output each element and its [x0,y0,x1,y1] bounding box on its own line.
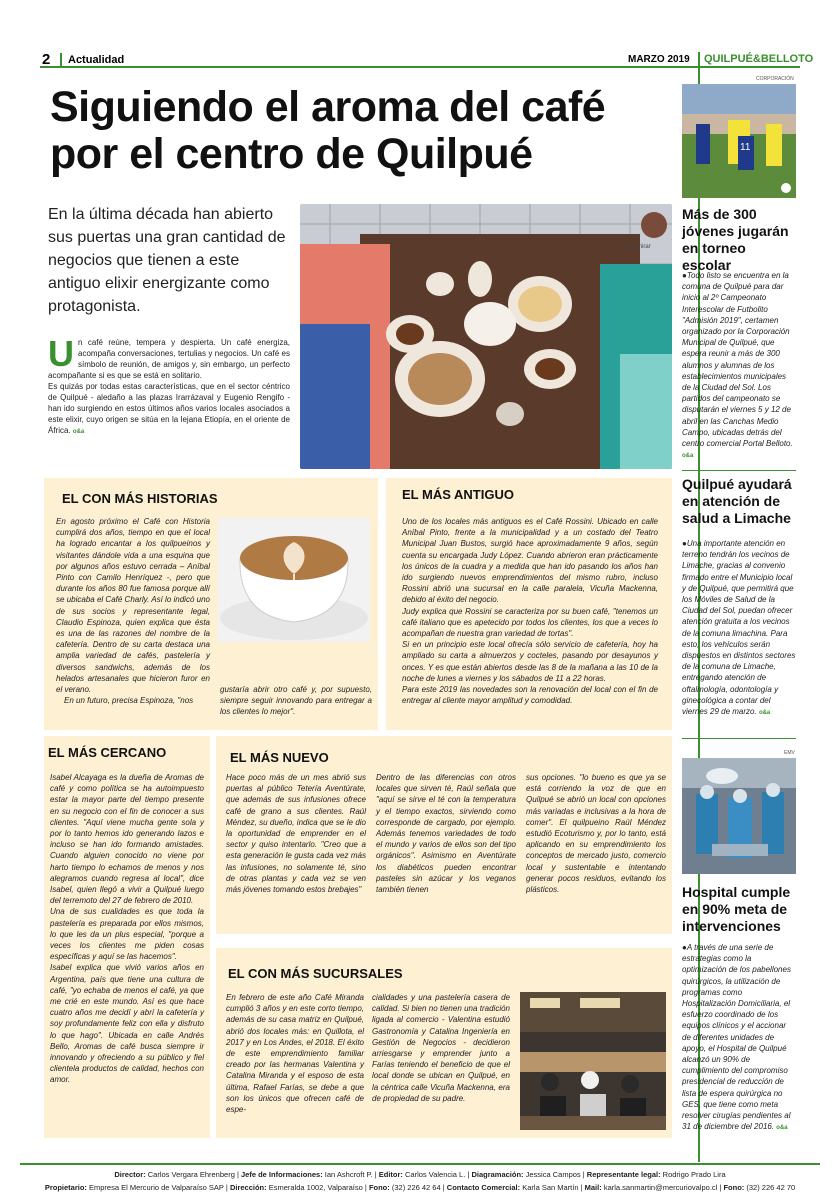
box-paragraph: Una de sus cualidades es que toda la pastelería es preparada por ellos mismos, lo que les da un plus especial, "porque a veces los clientes me piden cosas específicas y aquí se las hacemos". [50,907,204,962]
article-intro [48,333,290,436]
box-column-1: Hace poco más de un mes abrió sus puertas al público Tetería Aventúrate, que además de sus infusiones ofrece café de grano a sus clientes. Raúl Méndez, su dueño, indica que se le dio la oportunidad de emprender en el sector y quiso intentarlo. "Creo que a esta generación le gusta cada vez más las infusiones, no solamente té, sino de otras plantas y cada vez se ven más jóvenes tomando estos brebajes" [226,773,366,895]
box-paragraph: Uno de los locales más antiguos es el Café Rossini. Ubicado en calle Aníbal Pinto, frente a la municipalidad y a un costado del Teatro Municipal Juan Bustos, surgió hace aproximadamente 9 años, según cuenta su encargada Judy López. Cuando abrieron eran prácticamente los únicos de la cuadra y a medida que han ido pasando los años han ido surgiendo nuevos emprendimientos del mismo rubro, incluso Rossini abrió una sucursal en la calle paralela, Vicuña Mackenna, debido al éxito del negocio. [402,517,658,605]
cafe-logo-text: café mirar [624,244,651,250]
article-title: Siguiendo el aroma del café por el centro de Quilpué [50,83,606,178]
box-column-2: Dentro de las diferencias con otros locales que sirven té, Raúl señala que "aquí se sirve el té con la temperatura y el tiempo exactos, sirviendo como corresponde de cargado, por ejemplo. Además tenemos variedades de todo el mundo y varios de ellos son del tipo orgánicos". Asimismo en Aventúrate los diabéticos pueden encontrar pasteles sin azúcar y los veganos también tienen [376,773,516,895]
author-signature: o&a [682,453,694,460]
surgery-photo [682,758,796,874]
article-deck: En la última década han abierto sus puertas una gran cantidad de negocios que tienen a este antiguo elixir energizante como protagonista. [48,206,286,315]
latte-art-photo [218,518,370,642]
box-nuevo [216,736,672,934]
box-cercano [44,736,210,1138]
author-signature: o&a [776,1125,788,1132]
box-text [402,516,658,706]
side-story-text: ●Una importante atención en terreno tendrán los vecinos de Limache, gracias al convenio firmado entre el Municipio local y de Quilpué, que permitirá que los Móviles de Salud de la Ciudad del Sol, puedan ofrecer atención gratuita a los vecinos de la comuna limachina. Para esto, los vehículos serán dispuestos en distintos sectores de la comuna de Limache, entregando atención de oftalmología, odontología y ginecológica a contar del viernes 29 de marzo. o&a [682,539,796,717]
side-story-paragraph: Todo listo se encuentra en la comuna de Quilpué para dar inicio al 2º Campeonato Interescolar de Futbolito "Admisión 2019", certamen organizado por la Corporación Municipal de Quilpué, que espera reunir a más de 300 alumnos y alumnas de los establecimientos municipales de la Ciudad del Sol. Los partidos del campeonato se disputarán el viernes 5 y 12 de abril en las Canchas Medio Campo, ubicadas detrás del centro comercial Portal Belloto. [682,271,793,449]
cafe-interior-photo [520,992,666,1130]
side-story-title: Hospital cumple en 90% meta de intervenciones [682,884,791,934]
footer-credits [20,1163,820,1194]
box-sucursales [216,948,672,1138]
side-story-paragraph: Una importante atención en terreno tendrán los vecinos de Limache, gracias al convenio firmado entre el Municipio local y de Quilpué, que permitirá que los Móviles de Salud de la Ciudad del Sol, puedan ofrecer atención gratuita a los vecinos de la comuna limachina. Para esto, los vehículos serán dispuestos en distintos sectores de la comuna de Limache, entregando atención de oftalmología, odontología y ginecológica a contar del viernes 29 de marzo. [682,539,796,717]
side-story-text: ●Todo listo se encuentra en la comuna de Quilpué para dar inicio al 2º Campeonato Interescolar de Futbolito "Admisión 2019", certamen organizado por la Corporación Municipal de Quilpué, que espera reunir a más de 300 alumnos y alumnas de los establecimientos municipales de la Ciudad del Sol. Los partidos del campeonato se disputarán el viernes 5 y 12 de abril en las Canchas Medio Campo, ubicadas detrás del centro comercial Portal Belloto. o&a [682,271,793,460]
box-title: EL MÁS ANTIGUO [402,487,514,502]
box-title: EL MÁS CERCANO [48,745,167,760]
side-story-title: Más de 300 jóvenes jugarán en torneo escolar [682,206,789,273]
box-text [56,516,210,706]
side-separator [682,470,796,471]
box-title: EL CON MÁS SUCURSALES [228,966,403,981]
author-signature: o&a [758,710,771,717]
drop-cap: U [48,333,74,374]
side-story-paragraph: A través de una serie de estrategias como la optimización de los pabellones quirúrgicos, la utilización de programas como Hospitalización Domiciliaria, el esfuerzo coordinado de los equipos clínicos y el accionar de diferentes unidades de apoyo, el Hospital de Quilpué alcanzó un 90% de cumplimiento del compromiso presidencial de reducción de lista de espera quirúrgica no GES, que tiene como meta resolver cirugías pendientes al 31 de diciembre del 2016. [682,943,791,1132]
photo-credit: CORPORACIÓN [756,76,794,82]
box-paragraph: Judy explica que Rossini se caracteriza por su buen café, "tenemos un café italiano que es apetecido por todos los clientes, los que a veces lo acompañan de nuestra gran variedad de tortas". [402,606,658,639]
jersey-number: 11 [740,142,751,153]
section-name: Actualidad [60,53,124,67]
footer-line-1: Director: Carlos Vergara Ehrenberg | Jefe de Informaciones: Ian Ashcroft P. | Editor: Carlos Valencia L. | Diagramación: Jessica Campos | Representante legal: Rodrigo Prado Lira [114,1170,726,1179]
intro-paragraph-1: n café reúne, tempera y despierta. Un café energiza, acompaña conversaciones, tertulias y negocios. Un café es símbolo de reunión, de amigos y, sin embargo, un perfecto acompañante si es que se está en solitario. [48,338,290,380]
box-text-caption: gustaría abrir otro café y, por supuesto, siempre seguir innovando para entregar a los clientes lo mejor". [220,685,372,717]
box-title: EL CON MÁS HISTORIAS [62,491,218,506]
box-historias [44,478,378,730]
issue-date: MARZO 2019 [628,54,690,65]
box-paragraph: En agosto próximo el Café con Historia cumplirá dos años, tiempo en que el local ha logrado encantar a los quilpueinos y visitantes dándole vida a una esquina que por algunos años estuvo cerrada – Aníbal Pinto con Camilo Henríquez -, pero que durante los años 80 fue famosa porque allí se ubicaba el Café Charly. Así lo indicó uno de sus socios y representante legal, Claudio Espinoza, quien explica que ésta es una de las razones del nombre de la cafetería. Dentro de su carta destaca una amplia variedad de cafés, pastelería y diversos sandwichs, además de los helados artesanales que hicieron furor en el verano. [56,517,210,695]
box-paragraph: Si en un principio este local ofrecía sólo servicio de cafetería, hoy ha ampliado su carta a almuerzos y cocteles, pasando por desayunos y onces. Y es que están abiertos desde las 8 de la mañana a las 10 de la noche de lunes a viernes y los sábados de 11 a 22 horas. [402,640,658,683]
box-paragraph: Isabel explica que vivió varios años en Argentina, país que tiene una cultura de café, "yo echaba de menos el café, ya que me crié en este mundo. Así es que hace cuatro años me decidí y abrí la cafetería y soy profundamente feliz con ella y disfruto lo que hago". Ubicada en calle Andrés Bello, Aromas de café busca siempre ir innovando y ofreciendo a su público y fiel clientela productos de calidad, hechos con amor. [50,963,204,1085]
author-signature: o&a [72,429,85,435]
side-separator [682,738,796,739]
box-column-3: sus opciones. "lo bueno es que ya se está corriendo la voz de que en Quilpué se abrió un local con opciones más variadas e inclusivas a la hora de comer". El quilpueino Raúl Méndez estudió Ecoturismo y, por lo tanto, está aplicando en su emprendimiento los conceptos de mercado justo, comercio local y sustentable e intentando generar pocos residuos, evitando los plásticos. [526,773,666,895]
footer-line-2: Propietario: Empresa El Mercurio de Valparaíso SAP | Dirección: Esmeralda 1002, Valparaíso | Fono: (32) 226 42 64 | Contacto Comercial: Karla San Martín | Mail: karla.sanmartin@mercuriovalpo.cl | Fono: (32) 226 42 70 [44,1183,796,1192]
box-paragraph: Isabel Alcayaga es la dueña de Aromas de café y como política se ha autoimpuesto estar la mayor parte del tiempo presente en su negocio con el fin de conocer a sus clientes. "Aquí viene mucha gente sola y por lo tanto hemos ido generando lazos e incluso se han ido formando amistades. Cuando alguien conocido no viene por harto tiempo lo echamos de menos y nos alegramos cuando regresa al local", dice Isabel, quien llegó a vivir a Quilpué luego del terremoto del 27 de febrero de 2010. [50,773,204,906]
box-column-2: cialidades y una pastelería casera de calidad. Si bien no tienen una tradición ligada al comercio - Valentina estudió Gastronomía y Catalina Ingeniería en Gestión de Negocios - decidieron arriesgarse y emprender junto a Farías teniendo el beneficio de que el local donde se ubican en Quilpué, en la céntrica calle Vicuña Mackenna, era de propiedad de su padre. [372,993,510,1103]
box-antiguo [386,478,672,730]
cafe-logo-icon [641,212,667,238]
side-story-text: ●A través de una serie de estrategias como la optimización de los pabellones quirúrgicos, la utilización de programas como Hospitalización Domiciliaria, el esfuerzo coordinado de los equipos clínicos y el accionar de diferentes unidades de apoyo, el Hospital de Quilpué alcanzó un 90% de cumplimiento del compromiso presidencial de reducción de lista de espera quirúrgica no GES, que tiene como meta resolver cirugías pendientes al 31 de diciembre del 2016. o&a [682,943,791,1132]
box-paragraph: En un futuro, precisa Espinoza, "nos [64,696,194,706]
soccer-photo [682,84,796,198]
photo-credit: EMV [784,750,795,756]
coffee-table-photo [300,204,672,469]
newspaper-brand: QUILPUÉ&BELLOTO [704,53,814,65]
box-text [50,772,204,1086]
box-column-1: En febrero de este año Café Miranda cumplió 3 años y en este corto tiempo, además de su casa matriz en Quilpué, abrió dos locales más: en Quillota, el 2017 y en Los Andes, el 2018. El éxito de este emprendimiento familiar creado por las hermanas Valentina y Catalina Miranda y el esposo de esta última, Rafael Farías, se debe a que son los únicos que ofrecen café de espe- [226,993,364,1115]
box-paragraph: Para este 2019 las novedades son la renovación del local con el fin de entregar al cliente mayor amplitud y comodidad. [402,685,658,706]
box-title: EL MÁS NUEVO [230,750,329,765]
side-story-title: Quilpué ayudará en atención de salud a Limache [682,476,792,526]
page-number: 2 [42,51,51,68]
intro-paragraph-2: Es quizás por todas estas características, que en el sector céntrico de Quilpué - aledaño a las plazas Irarrázaval y Eugenio Rengifo - han ido surgiendo en estos últimos años varios locales asociados a este elixir, cuyo origen se sitúa en la lejana Etiopía, en el oriente de África. [48,382,290,435]
